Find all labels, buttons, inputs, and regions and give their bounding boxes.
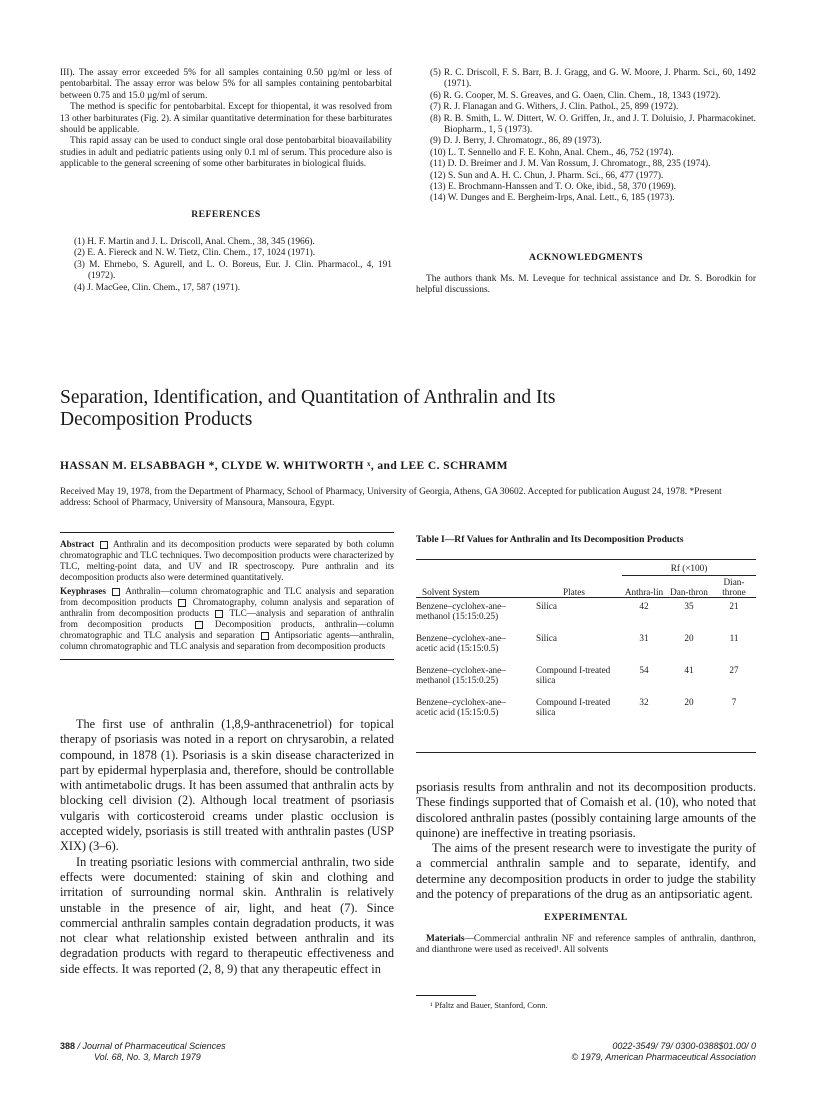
references-list-left — [74, 237, 392, 294]
header-cell: Solvent System — [422, 587, 480, 597]
abstract-paragraph — [60, 539, 394, 583]
box-icon — [215, 610, 223, 618]
reference-item: (9) D. J. Berry, J. Chromatogr., 86, 89 (1973). — [430, 136, 602, 147]
table-title: Table I—Rf Values for Anthralin and Its Decomposition Products — [416, 534, 684, 545]
box-icon — [100, 541, 108, 549]
footer-journal-name: / Journal of Pharmaceutical Sciences — [75, 1041, 226, 1051]
reference-item: (3) M. Ehrnebo, S. Agurell, and L. O. Boreus, Eur. J. Clin. Pharmacol., 4, 191 (1972). — [74, 259, 392, 282]
table-header-row — [416, 577, 756, 598]
top-left-column — [60, 68, 392, 171]
reference-item: (8) R. B. Smith, L. W. Dittert, W. O. Griffen, Jr., and J. T. Doluisio, J. Pharmacokinet. Biopharm., 1, 5 (1973). — [430, 113, 756, 136]
paragraph: III). The assay error exceeded 5% for all samples containing 0.50 µg/ml or less of pentobarbital. The assay error was below 5% for all samples containing pentobarbital between 0.75 and 15.0 µg/ml of serum. — [60, 68, 392, 101]
table-cell: 41 — [684, 665, 694, 675]
materials-paragraph — [416, 934, 756, 957]
footer-journal: 388 / Journal of Pharmaceutical Sciences — [60, 1041, 226, 1051]
table-cell: Benzene–cyclohex-ane–methanol (15:15:0.25) — [416, 665, 506, 685]
header-cell: Plates — [563, 587, 585, 597]
table-cell: 54 — [639, 665, 649, 675]
table-cell: 20 — [684, 633, 694, 643]
box-icon — [178, 599, 186, 607]
paragraph: psoriasis results from anthralin and not its decomposition products. These findings supported that of Comaish et al. (10), who noted that discolored anthralin pastes (possibly containing large amounts of the quinone) are ineffective in treating psoriasis. — [416, 780, 756, 840]
reference-item: (1) H. F. Martin and J. L. Driscoll, Anal. Chem., 38, 345 (1966). — [74, 237, 315, 247]
reference-item: (11) D. D. Breimer and J. M. Van Rossum, J. Chromatogr., 88, 235 (1974). — [430, 159, 711, 170]
table-cell: 31 — [639, 633, 649, 643]
table-cell: Silica — [536, 633, 557, 643]
reference-item: (13) E. Brochmann-Hanssen and T. O. Oke, ibid., 58, 370 (1969). — [430, 182, 676, 193]
table-row — [416, 697, 756, 729]
footnote: ¹ Pfaltz and Bauer, Stanford, Conn. — [430, 1001, 548, 1010]
rf-header — [622, 563, 756, 573]
paragraph: In treating psoriatic lesions with commercial anthralin, two side effects were documented: staining of skin and clothing and irritation of surrounding normal skin. Anthralin is relatively unstable in the presence of air, light, and heat (7). Since commercial anthralin samples contain degradation products, it was not clear what relationship existed between anthralin and its degradation products with regard to therapeutic effectiveness and side effects. It was reported (2, 8, 9) that any therapeutic effect in — [60, 854, 394, 976]
body-left-column — [60, 717, 394, 977]
body-right-column — [416, 780, 756, 902]
keyphrases-paragraph — [60, 586, 394, 652]
keyphrases-label: Keyphrases — [60, 586, 106, 596]
received-line: Received May 19, 1978, from the Department of Pharmacy, School of Pharmacy, University of Georgia, Athens, GA 30602. Accepted for publication August 24, 1978. *Present address: School of Pharmacy, University of Mansoura, Mansoura, Egypt. — [60, 487, 722, 509]
footer-right — [500, 1041, 756, 1063]
table-cell: Benzene–cyclohex-ane–acetic acid (15:15:0.5) — [416, 697, 506, 717]
reference-item: (6) R. G. Cooper, M. S. Greaves, and G. Oaen, Clin. Chem., 18, 1343 (1972). — [430, 90, 721, 101]
box-icon — [112, 588, 120, 596]
reference-item: (10) L. T. Sennello and F. E. Kohn, Anal. Chem., 46, 752 (1974). — [430, 147, 674, 158]
table-cell: 42 — [639, 601, 649, 611]
table-cell: 35 — [684, 601, 694, 611]
header-cell: Dan-thron — [670, 587, 708, 597]
keyphrase: Antipsoriatic agents—anthralin, column chromatographic and TLC analysis and separation from decomposition products — [60, 630, 394, 651]
table-cell: Benzene–cyclohex-ane–methanol (15:15:0.25) — [416, 601, 506, 621]
abstract-label: Abstract — [60, 539, 95, 549]
abstract-box — [60, 532, 394, 660]
reference-item: (7) R. J. Flanagan and G. Withers, J. Clin. Pathol., 25, 899 (1972). — [430, 102, 679, 113]
acknowledgments-text — [416, 274, 756, 297]
reference-item: (14) W. Dunges and E. Bergheim-Irps, Anal. Lett., 6, 185 (1973). — [430, 193, 675, 204]
paragraph: The aims of the present research were to investigate the purity of a commercial anthralin sample and to separate, identify, and determine any decomposition products in order to judge the stability and the potency of preparations of the drug as an antipsoriatic agent. — [416, 841, 756, 902]
table-cell: 7 — [731, 697, 737, 707]
table-cell: Compound I-treated silica — [536, 665, 611, 685]
table-cell: 11 — [729, 633, 739, 643]
table-row — [416, 601, 756, 633]
keyphrase: TLC—analysis and separation of anthralin from decomposition products — [60, 608, 394, 629]
paragraph: This rapid assay can be used to conduct single oral dose pentobarbital bioavailability studies in adult and pediatric patients using only 0.1 ml of serum. This procedure also is applicable to the general screening of some other barbiturates in biological fluids. — [60, 136, 392, 170]
footer-volume: Vol. 68, No. 3, March 1979 — [94, 1052, 201, 1062]
table-rule-top — [416, 559, 756, 560]
reference-item: (5) R. C. Driscoll, F. S. Barr, B. J. Gragg, and G. W. Moore, J. Pharm. Sci., 60, 1492 (1971). — [430, 68, 756, 90]
paragraph: The first use of anthralin (1,8,9-anthracenetriol) for topical therapy of psoriasis was noted in a report on chrysarobin, a related compound, in 1878 (1). Psoriasis is a skin disease characterized in part by epidermal hyperplasia and, therefore, should be controllable with antimetabolic drugs. It has been assumed that anthralin acts by blocking cell division (2). Although local treatment of psoriasis vulgaris with corticosteroid creams under plastic occlusion is accepted widely, psoriasis is still treated with anthralin pastes (USP XIX) (3–6). — [60, 717, 394, 854]
keyphrase: Anthralin—column chromatographic and TLC analysis and separation from decomposition products — [60, 586, 394, 607]
table-rule-bottom — [416, 752, 756, 753]
acknowledgments-paragraph: The authors thank Ms. M. Leveque for technical assistance and Dr. S. Borodkin for helpful discussions. — [416, 274, 756, 296]
abstract-text: Anthralin and its decomposition products were separated by both column chromatographic and TLC techniques. Two decomposition products were characterized by TLC, melting-point data, and UV and IR spectroscopy. Pure anthralin and its decomposition products also were determined quantitatively. — [60, 539, 394, 582]
materials-body: —Commercial anthralin NF and reference samples of anthralin, danthron, and dianthrone were used as received¹. All solvents — [416, 934, 756, 956]
keyphrase: Decomposition products, anthralin—column chromatographic and TLC analysis and separation — [60, 619, 395, 640]
keyphrase: Chromatography, column analysis and separation of anthralin from decomposition products — [60, 597, 395, 618]
rf-table — [416, 577, 756, 729]
references-heading: REFERENCES — [191, 209, 261, 220]
table-cell: Silica — [536, 601, 557, 611]
table-cell: 27 — [729, 665, 739, 675]
table-row — [416, 665, 756, 697]
reference-item: (4) J. MacGee, Clin. Chem., 17, 587 (1971). — [74, 282, 241, 293]
reference-item: (2) E. A. Fiereck and N. W. Tietz, Clin. Chem., 17, 1024 (1971). — [74, 248, 316, 259]
reference-item: (12) S. Sun and A. H. C. Chun, J. Pharm. Sci., 66, 477 (1977). — [430, 170, 664, 181]
table-cell: 20 — [684, 697, 694, 707]
header-cell: Anthra-lin — [624, 587, 664, 597]
table-row — [416, 633, 756, 665]
footnote-rule — [416, 995, 476, 996]
box-icon — [261, 632, 269, 640]
table-cell: Compound I-treated silica — [536, 697, 611, 717]
footer-code: 0022-3549/ 79/ 0300-0388$01.00/ 0 — [612, 1041, 756, 1051]
paragraph: The method is specific for pentobarbital. Except for thiopental, it was resolved from 13 other barbiturates (Fig. 2). A similar quantitative determination for these barbiturates should be applicable. — [60, 102, 392, 136]
table-cell: 32 — [639, 697, 649, 707]
rf-header-rule — [622, 575, 756, 576]
materials-text — [416, 934, 756, 957]
references-list-right — [430, 68, 756, 205]
footer-left — [60, 1041, 360, 1063]
materials-label: Materials — [426, 934, 465, 944]
experimental-heading: EXPERIMENTAL — [544, 912, 628, 923]
table-cell: Benzene–cyclohex-ane–acetic acid (15:15:0.5) — [416, 633, 506, 653]
article-title: Separation, Identification, and Quantitation of Anthralin and Its Decomposition Products — [60, 387, 556, 430]
acknowledgments-heading: ACKNOWLEDGMENTS — [528, 252, 644, 263]
header-cell: Dian-throne — [722, 577, 746, 597]
box-icon — [195, 621, 203, 629]
footer-copyright: © 1979, American Pharmaceutical Association — [571, 1052, 756, 1062]
rf-header-label: Rf (×100) — [670, 563, 708, 573]
article-authors: HASSAN M. ELSABBAGH *, CLYDE W. WHITWORTH ˣ, and LEE C. SCHRAMM — [60, 460, 508, 472]
table-cell: 21 — [729, 601, 739, 611]
